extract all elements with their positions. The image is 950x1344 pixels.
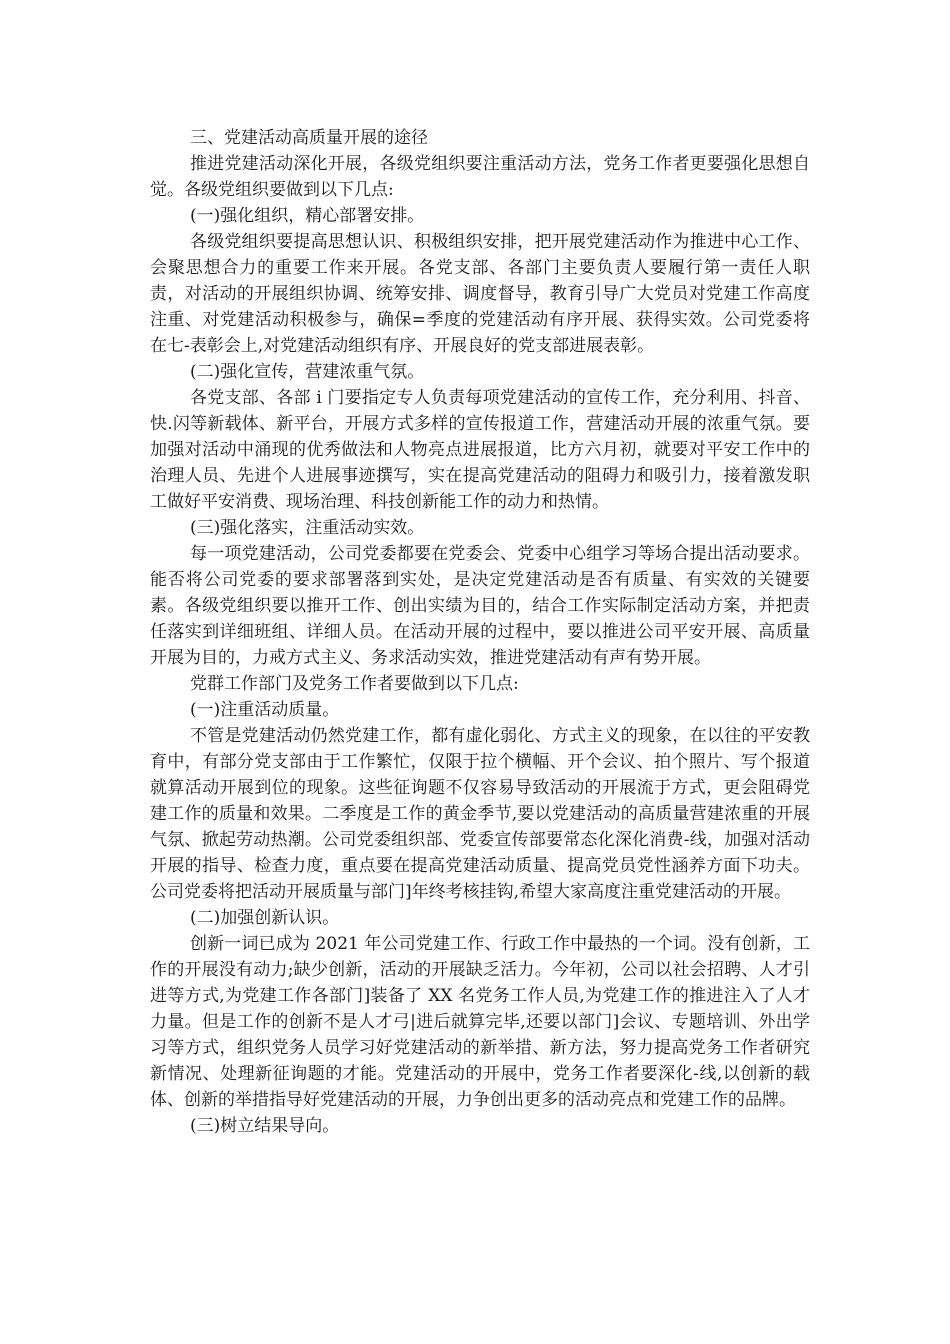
body-paragraph: 每一项党建活动，公司党委都要在党委会、党委中心组学习等场合提出活动要求。能否将公司党委的要求部署落到实处，是决定党建活动是否有质量、有实效的关键要素。各级党组织要以推开工作、创出实绩为目的，结合工作实际制定活动方案，并把责任落实到详细班组、详细人员。在活动开展的过程中，要以推进公司平安开展、高质量开展为目的，力戒方式主义、务求活动实效，推进党建活动有声有势开展。 — [150, 544, 810, 668]
body-paragraph: 各党支部、各部 i 门要指定专人负责每项党建活动的宣传工作，充分利用、抖音、快.闪等新载体、新平台，开展方式多样的宣传报道工作，营建活动开展的浓重气氛。要加强对活动中涌现的优秀做法和人物亮点进展报道，比方六月初，就要对平安工作中的治理人员、先进个人进展事迹撰写，实在提高党建活动的阻碍力和吸引力，接着激发职工做好平安消费、现场治理、科技创新能工作的动力和热情。 — [150, 388, 810, 512]
subsection-heading: (一)注重活动质量。 — [190, 700, 340, 720]
subsection-heading: (三)强化落实，注重活动实效。 — [190, 518, 425, 538]
body-paragraph: 推进党建活动深化开展，各级党组织要注重活动方法，党务工作者更要强化思想自觉。各级党组织要做到以下几点: — [150, 154, 810, 200]
lead-in-line: 党群工作部门及党务工作者要做到以下几点: — [190, 674, 519, 694]
document-body — [150, 125, 810, 1139]
body-paragraph: 创新一词已成为 2021 年公司党建工作、行政工作中最热的一个词。没有创新，工作的开展没有动力;缺少创新，活动的开展缺乏活力。今年初，公司以社会招聘、人才引进等方式,为党建工作各部门]装备了 XX 名党务工作人员,为党建工作的推进注入了人才力量。但是工作的创新不是人才弓|进后就算完毕,还要以部门]会议、专题培训、外出学习等方式，组织党务人员学习好党建活动的新举措、新方法，努力提高党务工作者研究新情况、处理新征询题的才能。党建活动的开展中，党务工作者要深化-线,以创新的载体、创新的举措指导好党建活动的开展，力争创出更多的活动亮点和党建工作的品牌。 — [150, 934, 810, 1110]
subsection-heading: (三)树立结果导向。 — [190, 1116, 340, 1136]
body-paragraph: 各级党组织要提高思想认识、积极组织安排，把开展党建活动作为推进中心工作、会聚思想合力的重要工作来开展。各党支部、各部门主要负责人要履行第一责任人职责，对活动的开展组织协调、统筹安排、调度督导，教育引导广大党员对党建工作高度注重、对党建活动积极参与，确保=季度的党建活动有序开展、获得实效。公司党委将在七-表彰会上,对党建活动组织有序、开展良好的党支部进展表彰。 — [150, 232, 810, 356]
section-heading: 三、党建活动高质量开展的途径 — [190, 128, 428, 148]
subsection-heading: (二)加强创新认识。 — [190, 908, 340, 928]
body-paragraph: 不管是党建活动仍然党建工作，都有虚化弱化、方式主义的现象，在以往的平安教育中，有部分党支部由于工作繁忙，仅限于拉个横幅、开个会议、拍个照片、写个报道就算活动开展到位的现象。这些征询题不仅容易导致活动的开展流于方式，更会阻碍党建工作的质量和效果。二季度是工作的黄金季节,要以党建活动的高质量营建浓重的开展气氛、掀起劳动热潮。公司党委组织部、党委宣传部要常态化深化消费-线，加强对活动开展的指导、检查力度，重点要在提高党建活动质量、提高党员党性涵养方面下功夫。公司党委将把活动开展质量与部门]年终考核挂钩,希望大家高度注重党建活动的开展。 — [150, 726, 810, 902]
subsection-heading: (二)强化宣传，营建浓重气氛。 — [190, 362, 425, 382]
subsection-heading: (一)强化组织，精心部署安排。 — [190, 206, 425, 226]
